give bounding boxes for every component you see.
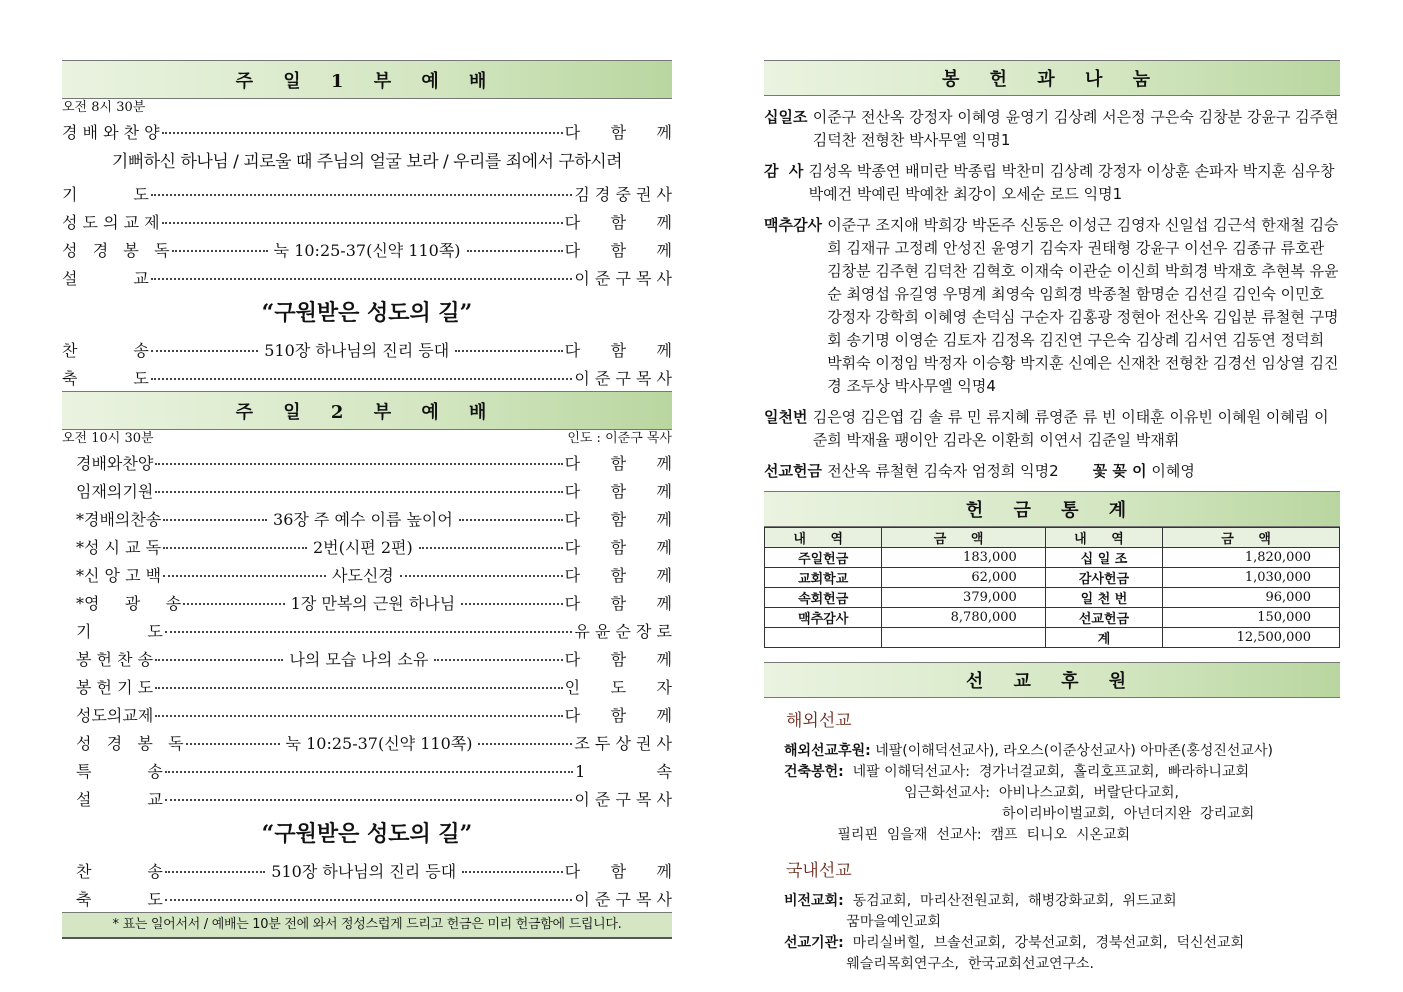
dot-leader (151, 350, 258, 352)
dot-leader (163, 547, 307, 549)
order-person: 인 도 자 (564, 677, 672, 697)
dot-leader (467, 250, 563, 252)
order-person: 조 두 상 권 사 (574, 733, 673, 753)
mission-line (784, 762, 1340, 783)
dot-leader (155, 659, 283, 661)
order-label: 설 교 (62, 268, 149, 288)
stats-cell: 십 일 조 (1045, 548, 1162, 568)
stats-cell (765, 628, 882, 648)
left-column (62, 60, 672, 939)
dot-leader (165, 871, 265, 873)
service1-praise-songs: 기뻐하신 하나님 / 괴로울 때 주님의 얼굴 보라 / 우리를 죄에서 구하시려 (111, 152, 623, 172)
dot-leader (455, 350, 562, 352)
stats-cell: 1,820,000 (1163, 548, 1340, 568)
dot-leader (183, 603, 284, 605)
order-row (62, 504, 672, 532)
offering-name-list: 이준구 조지애 박희강 박돈주 신동은 이성근 김영자 신일섭 김근석 한재철 김승희 김재규 고정례 안성진 윤영기 김숙자 권태형 강윤구 이선우 김종규 류호관 김창분 김주현 김덕찬 김혁호 이재숙 이관순 이신희 박희경 박재호 추현복 유윤순 최영섭 유길영 우명계 최영숙 임희경 박종철 함명순 김선길 김인숙 이민호 강정자 강학희 이혜영 손덕심 구순자 김홍광 정현아 전산옥 김입분 류철현 구명회 송기명 이영순 김토자 김정옥 김진연 구은숙 김상례 김서연 김동연 정덕희 박휘숙 이정임 박정자 이승황 박지훈 신예은 신재찬 전형찬 김경선 임상열 김진경 조두상 박사무엘 익명4 (827, 216, 1339, 395)
service1-order-list (62, 117, 672, 145)
dot-leader (155, 715, 562, 717)
stats-row (765, 628, 1340, 648)
stats-cell: 62,000 (882, 568, 1045, 588)
order-row (62, 448, 672, 476)
offering-title: 봉 헌 과 나 눔 (764, 60, 1340, 96)
order-detail: 510장 하나님의 진리 등대 (271, 861, 457, 881)
stats-cell: 96,000 (1163, 588, 1340, 608)
order-label: 기 도 (62, 184, 149, 204)
order-label: 기 도 (76, 621, 163, 641)
stats-cell: 교회학교 (765, 568, 882, 588)
stats-cell: 12,500,000 (1163, 628, 1340, 648)
mission-line (784, 804, 1340, 825)
order-person: 이 준 구 목 사 (574, 268, 672, 288)
order-detail: 눅 10:25-37(신약 110쪽) (273, 240, 461, 260)
stats-header-cell: 내 역 (765, 528, 882, 548)
offering-section (764, 406, 1340, 452)
order-row (62, 263, 672, 291)
stats-cell: 주일헌금 (765, 548, 882, 568)
stats-row (765, 568, 1340, 588)
mission-detail: 웨슬리목회연구소, 한국교회선교연구소. (784, 956, 1095, 972)
order-row (62, 884, 672, 912)
dot-leader (186, 743, 280, 745)
service2-sermon-title: “구원받은 성도의 길” (261, 821, 473, 847)
order-person: 다 함 께 (564, 240, 673, 260)
service2-time: 오전 10시 30분 (62, 431, 154, 446)
service2-time-row (62, 430, 672, 448)
order-label: 봉 헌 기 도 (76, 677, 154, 697)
stats-cell: 선교헌금 (1045, 608, 1162, 628)
dot-leader (163, 575, 326, 577)
order-person: 다 함 께 (564, 481, 672, 501)
order-label: *신 앙 고 백 (76, 565, 162, 585)
offering-name-list: 전산옥 류철현 김숙자 엄정희 익명2 (827, 462, 1059, 480)
order-person: 다 함 께 (564, 122, 672, 142)
dot-leader (172, 250, 268, 252)
stats-cell: 속회헌금 (765, 588, 882, 608)
stats-header-row (765, 528, 1340, 548)
service1-sermon-title: “구원받은 성도의 길” (261, 300, 473, 326)
order-label: 임재의기원 (76, 481, 154, 501)
mission-category: 선교기관: (784, 935, 844, 951)
dot-leader (162, 222, 563, 224)
stats-cell: 150,000 (1163, 608, 1340, 628)
mission-category: 건축봉헌: (784, 764, 844, 780)
offering-list (764, 106, 1340, 483)
offering-name-list: 이준구 전산옥 강정자 이혜영 윤영기 김상례 서은정 구은숙 김창분 강윤구 김주현 김덕찬 전형찬 박사무엘 익명1 (812, 108, 1339, 149)
dot-leader (461, 603, 562, 605)
mission-category: 해외선교후원: (784, 743, 871, 759)
service-footnote: * 표는 일어서서 / 예배는 10분 전에 와서 정성스럽게 드리고 헌금은 미리 헌금함에 드립니다. (62, 912, 672, 939)
order-person: 다 함 께 (564, 537, 673, 557)
order-person: 유 윤 순 장 로 (574, 621, 672, 641)
service2-closing-list (62, 856, 672, 912)
order-label: *경배의찬송 (76, 509, 162, 529)
dot-leader (151, 194, 573, 196)
mission-detail: 하이리바이벌교회, 아넌더지완 강리교회 (784, 806, 1255, 822)
order-person: 다 함 께 (564, 593, 672, 613)
order-person: 다 함 께 (564, 861, 673, 881)
mission-line (784, 741, 1340, 762)
offering-section (764, 460, 1340, 483)
order-row (62, 700, 672, 728)
stats-cell: 183,000 (882, 548, 1045, 568)
order-detail: 2번(시편 2편) (312, 537, 413, 557)
order-row (62, 207, 672, 235)
stats-row (765, 548, 1340, 568)
order-person: 다 함 께 (564, 340, 673, 360)
mission-line (784, 912, 1340, 933)
service2-leader: 인도 : 이준구 목사 (567, 431, 672, 446)
order-label: 봉 헌 찬 송 (76, 649, 154, 669)
mission-detail: 필리핀 임을재 선교사: 캠프 티니오 시온교회 (784, 827, 1131, 843)
stats-cell: 감사헌금 (1045, 568, 1162, 588)
overseas-mission-heading: 해외선교 (786, 711, 852, 731)
order-person: 1 속 (575, 761, 672, 781)
dot-leader (155, 491, 562, 493)
order-row (62, 179, 672, 207)
offering-names (809, 160, 1340, 206)
mission-line (784, 954, 1340, 975)
flower-name: 이혜영 (1151, 462, 1195, 480)
offering-category: 일천번 (764, 408, 813, 426)
order-person: 다 함 께 (564, 565, 673, 585)
stats-title: 헌 금 통 계 (764, 491, 1340, 527)
dot-leader (459, 519, 563, 521)
order-person: 다 함 께 (564, 212, 672, 232)
order-label: 성 경 봉 독 (76, 733, 184, 753)
order-label: *성 시 교 독 (76, 537, 162, 557)
offering-name-list: 김은영 김은엽 김 솔 류 민 류지혜 류영준 류 빈 이태훈 이유빈 이혜원 이혜림 이준희 박재율 팽이안 김라온 이환희 이연서 김준일 박재휘 (812, 408, 1329, 449)
order-label: 특 송 (76, 761, 163, 781)
order-row (62, 784, 672, 812)
order-detail: 510장 하나님의 진리 등대 (264, 340, 450, 360)
mission-line (784, 825, 1340, 846)
stats-cell: 일 천 번 (1045, 588, 1162, 608)
stats-header-cell: 금 액 (1163, 528, 1340, 548)
service1-order-list-2 (62, 179, 672, 291)
dot-leader (434, 659, 562, 661)
order-row (62, 856, 672, 884)
offering-category: 감 사 (764, 162, 809, 180)
mission-line (784, 891, 1340, 912)
offering-names (813, 406, 1340, 452)
mission-detail: 동검교회, 마리산전원교회, 해병강화교회, 위드교회 (843, 893, 1177, 909)
dot-leader (478, 743, 572, 745)
order-row (62, 235, 672, 263)
mission-detail: 네팔(이해덕선교사), 라오스(이준상선교사) 아마존(홍성진선교사) (870, 743, 1273, 759)
offering-name-list: 김성옥 박종연 배미란 박종립 박찬미 김상례 강정자 이상훈 손파자 박지훈 심우창 박예건 박예린 박예찬 최강이 오세순 로드 익명1 (808, 162, 1335, 203)
order-label: 축 도 (76, 889, 163, 909)
dot-leader (400, 575, 563, 577)
order-person: 김 경 중 권 사 (574, 184, 672, 204)
stats-row (765, 588, 1340, 608)
offering-section (764, 214, 1340, 398)
order-row (62, 672, 672, 700)
order-row (62, 756, 672, 784)
order-row (62, 728, 672, 756)
dot-leader (165, 799, 573, 801)
mission-title: 선 교 후 원 (764, 662, 1340, 698)
stats-header-cell: 내 역 (1045, 528, 1162, 548)
stats-cell (882, 628, 1045, 648)
mission-line (784, 933, 1340, 954)
right-column (764, 60, 1340, 975)
mission-detail: 임근화선교사: 아비나스교회, 버랄단다교회, (784, 785, 1180, 801)
dot-leader (155, 687, 563, 689)
order-label: 성 경 봉 독 (62, 240, 170, 260)
stats-header-cell: 금 액 (882, 528, 1045, 548)
dot-leader (165, 631, 573, 633)
order-person: 이 준 구 목 사 (574, 789, 672, 809)
order-detail: 사도신경 (331, 565, 394, 585)
order-person: 이 준 구 목 사 (574, 368, 672, 388)
mission-detail: 꿈마을예인교회 (784, 914, 941, 930)
dot-leader (151, 278, 573, 280)
domestic-mission-heading: 국내선교 (786, 861, 852, 881)
order-detail: 눅 10:25-37(신약 110쪽) (285, 733, 473, 753)
flower-label: 꽃 꽂 이 (1092, 462, 1147, 480)
order-detail: 36장 주 예수 이름 높이어 (273, 509, 453, 529)
dot-leader (162, 132, 563, 134)
service1-closing-list (62, 335, 672, 391)
stats-cell: 1,030,000 (1163, 568, 1340, 588)
service1-title: 주 일 1 부 예 배 (62, 60, 672, 99)
offering-names (827, 460, 1340, 483)
mission-detail: 마리실버힐, 브솔선교회, 강북선교회, 경북선교회, 덕신선교회 (843, 935, 1245, 951)
order-label: 축 도 (62, 368, 149, 388)
mission-line (784, 783, 1340, 804)
order-row (62, 560, 672, 588)
order-person: 다 함 께 (564, 649, 672, 669)
offering-names (813, 106, 1340, 152)
order-detail: 1장 만복의 근원 하나님 (290, 593, 456, 613)
dot-leader (165, 899, 573, 901)
service2-order-list (62, 448, 672, 812)
mission-category: 비전교회: (784, 893, 844, 909)
order-row (62, 644, 672, 672)
order-label: 성 도 의 교 제 (62, 212, 160, 232)
order-row (62, 616, 672, 644)
order-label: 찬 송 (76, 861, 163, 881)
offering-section (764, 160, 1340, 206)
order-person: 다 함 께 (564, 453, 672, 473)
stats-row (765, 608, 1340, 628)
dot-leader (155, 463, 562, 465)
order-row (62, 363, 672, 391)
dot-leader (163, 519, 267, 521)
order-person: 다 함 께 (564, 705, 672, 725)
dot-leader (419, 547, 563, 549)
offering-category: 선교헌금 (764, 462, 828, 480)
stats-cell: 8,780,000 (882, 608, 1045, 628)
domestic-mission-list (784, 891, 1340, 975)
stats-cell: 379,000 (882, 588, 1045, 608)
stats-body (765, 548, 1340, 648)
order-detail: 나의 모습 나의 소유 (289, 649, 429, 669)
order-label: 경배와찬양 (76, 453, 154, 473)
order-label: 경 배 와 찬 양 (62, 122, 160, 142)
overseas-mission-list (784, 741, 1340, 846)
order-person: 다 함 께 (564, 509, 672, 529)
offering-names (827, 214, 1340, 398)
order-row (62, 532, 672, 560)
stats-cell: 맥추감사 (765, 608, 882, 628)
stats-cell: 계 (1045, 628, 1162, 648)
order-row (62, 588, 672, 616)
order-label: 설 교 (76, 789, 163, 809)
offering-category: 맥추감사 (764, 216, 828, 234)
order-person: 이 준 구 목 사 (574, 889, 672, 909)
service2-title: 주 일 2 부 예 배 (62, 391, 672, 430)
mission-detail: 네팔 이해덕선교사: 경가너걸교회, 홀리호프교회, 빠라하니교회 (843, 764, 1249, 780)
order-label: 성도의교제 (76, 705, 154, 725)
service1-time-row (62, 99, 672, 117)
order-row (62, 335, 672, 363)
order-row (62, 117, 672, 145)
dot-leader (151, 378, 573, 380)
order-label: *영 광 송 (76, 593, 182, 613)
order-row (62, 476, 672, 504)
order-label: 찬 송 (62, 340, 149, 360)
offering-stats-table (764, 527, 1340, 648)
dot-leader (462, 871, 562, 873)
service1-time: 오전 8시 30분 (62, 100, 146, 115)
offering-section (764, 106, 1340, 152)
dot-leader (165, 771, 573, 773)
offering-category: 십일조 (764, 108, 813, 126)
